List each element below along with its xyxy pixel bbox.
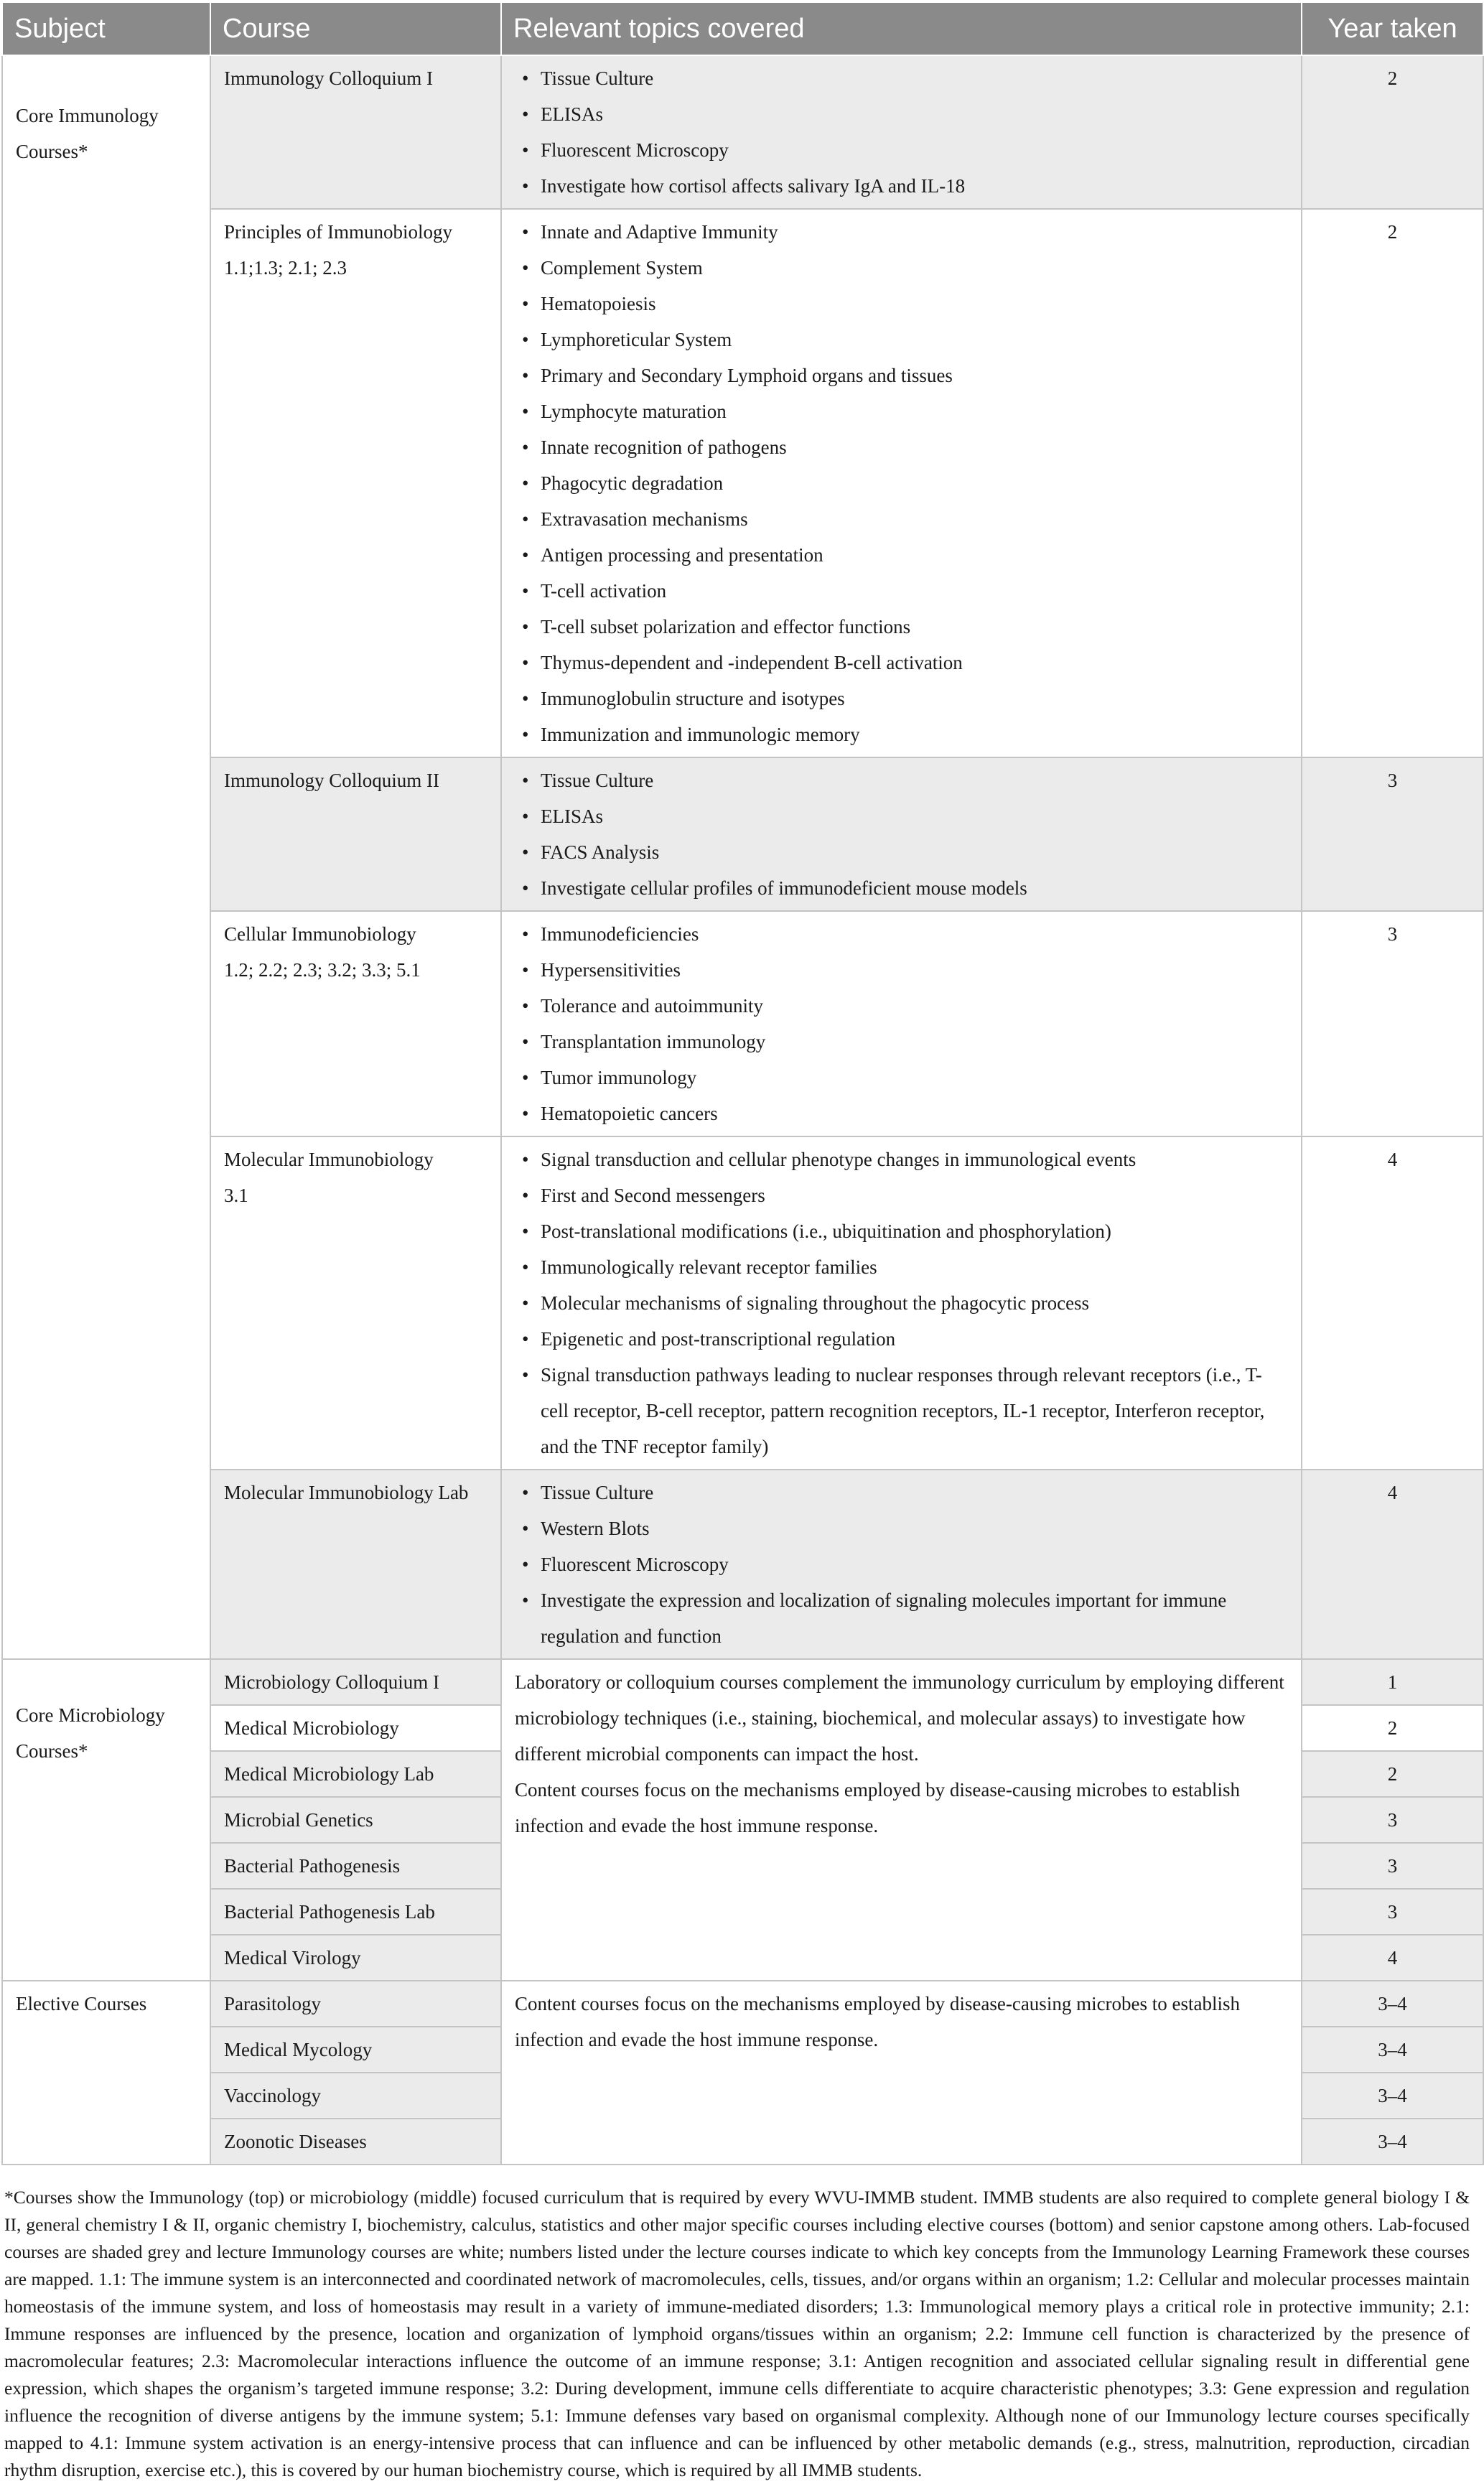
table-row <box>2 1659 1483 1705</box>
topic-item: • Tumor immunology <box>541 1060 1289 1096</box>
course-name: Principles of Immunobiology <box>224 221 452 243</box>
course-cell: Zoonotic Diseases <box>210 2119 501 2165</box>
subject-cell: Elective Courses <box>2 1981 210 2165</box>
course-name: Cellular Immunobiology <box>224 923 416 945</box>
topic-list <box>515 1141 1289 1465</box>
description-paragraph: Content courses focus on the mechanisms employed by disease-causing microbes to establish infection and evade the host immune response. <box>515 1779 1241 1836</box>
subject-cell: Core Microbiology Courses* <box>2 1659 210 1981</box>
year-cell: 3–4 <box>1302 2119 1483 2165</box>
course-name: Immunology Colloquium I <box>224 67 434 89</box>
description-cell <box>501 1659 1302 1981</box>
topic-item: • Antigen processing and presentation <box>541 537 1289 573</box>
topic-item: • Immunologically relevant receptor families <box>541 1249 1289 1285</box>
year-cell: 3 <box>1302 1797 1483 1843</box>
topics-cell <box>501 55 1302 209</box>
topics-cell <box>501 1136 1302 1470</box>
course-concepts: 3.1 <box>224 1185 248 1206</box>
table-row <box>2 209 1483 757</box>
header-year: Year taken <box>1302 2 1483 55</box>
topic-item: • Tissue Culture <box>541 60 1289 96</box>
header-topics: Relevant topics covered <box>501 2 1302 55</box>
topic-item: • Hematopoiesis <box>541 286 1289 322</box>
year-cell: 3–4 <box>1302 1981 1483 2027</box>
year-cell: 4 <box>1302 1935 1483 1981</box>
topic-item: • Phagocytic degradation <box>541 465 1289 501</box>
topic-list <box>515 60 1289 204</box>
topic-item: • Lymphoreticular System <box>541 322 1289 358</box>
course-concepts: 1.1;1.3; 2.1; 2.3 <box>224 257 347 279</box>
topic-item: • T-cell activation <box>541 573 1289 609</box>
header-course: Course <box>210 2 501 55</box>
topic-item: • Hypersensitivities <box>541 952 1289 988</box>
topic-item: • ELISAs <box>541 798 1289 834</box>
topics-cell <box>501 209 1302 757</box>
course-cell: Microbiology Colloquium I <box>210 1659 501 1705</box>
course-cell: Medical Virology <box>210 1935 501 1981</box>
topic-item: • Fluorescent Microscopy <box>541 132 1289 168</box>
table-header-row <box>2 2 1483 55</box>
topic-item: • Tissue Culture <box>541 762 1289 798</box>
course-cell: Parasitology <box>210 1981 501 2027</box>
topic-item: • ELISAs <box>541 96 1289 132</box>
course-cell: Medical Microbiology Lab <box>210 1751 501 1797</box>
course-cell: Vaccinology <box>210 2073 501 2119</box>
year-cell: 3 <box>1302 1889 1483 1935</box>
description-paragraph: Laboratory or colloquium courses complement the immunology curriculum by employing different microbiology techniques (i.e., staining, biochemical, and molecular assays) to investigate how different microbial components can impact the host. <box>515 1671 1284 1765</box>
course-cell: Bacterial Pathogenesis Lab <box>210 1889 501 1935</box>
course-cell: Microbial Genetics <box>210 1797 501 1843</box>
topics-cell <box>501 757 1302 911</box>
topic-item: • Signal transduction and cellular phenotype changes in immunological events <box>541 1141 1289 1177</box>
topic-item: • Post-translational modifications (i.e., ubiquitination and phosphorylation) <box>541 1213 1289 1249</box>
topic-item: • Hematopoietic cancers <box>541 1096 1289 1131</box>
year-cell: 1 <box>1302 1659 1483 1705</box>
year-cell: 2 <box>1302 1751 1483 1797</box>
topic-item: • Extravasation mechanisms <box>541 501 1289 537</box>
topic-list <box>515 214 1289 752</box>
topic-item: • Immunization and immunologic memory <box>541 716 1289 752</box>
topic-item: • Innate recognition of pathogens <box>541 429 1289 465</box>
course-cell <box>210 757 501 911</box>
topic-item: • Investigate the expression and localization of signaling molecules important for immune regulation and function <box>541 1582 1289 1654</box>
course-cell <box>210 911 501 1136</box>
year-cell: 3 <box>1302 1843 1483 1889</box>
topic-item: • Signal transduction pathways leading to nuclear responses through relevant receptors (i.e., T-cell receptor, B-cell receptor, pattern recognition receptors, IL-1 receptor, Interferon receptor, and the TNF receptor family) <box>541 1357 1289 1465</box>
topic-item: • Molecular mechanisms of signaling throughout the phagocytic process <box>541 1285 1289 1321</box>
topic-list <box>515 762 1289 906</box>
description-paragraph: Content courses focus on the mechanisms employed by disease-causing microbes to establish infection and evade the host immune response. <box>515 1993 1241 2050</box>
topic-item: • FACS Analysis <box>541 834 1289 870</box>
year-cell: 2 <box>1302 209 1483 757</box>
topic-item: • Transplantation immunology <box>541 1024 1289 1060</box>
table-row <box>2 911 1483 1136</box>
year-cell: 4 <box>1302 1136 1483 1470</box>
topics-cell <box>501 911 1302 1136</box>
year-cell: 3 <box>1302 911 1483 1136</box>
year-cell: 3 <box>1302 757 1483 911</box>
topic-item: • Primary and Secondary Lymphoid organs and tissues <box>541 358 1289 393</box>
table-row <box>2 1470 1483 1659</box>
topic-item: • Lymphocyte maturation <box>541 393 1289 429</box>
topic-item: • First and Second messengers <box>541 1177 1289 1213</box>
topic-item: • Investigate cellular profiles of immunodeficient mouse models <box>541 870 1289 906</box>
topic-item: • Tolerance and autoimmunity <box>541 988 1289 1024</box>
topic-item: • T-cell subset polarization and effector functions <box>541 609 1289 645</box>
table-row <box>2 1981 1483 2027</box>
header-subject: Subject <box>2 2 210 55</box>
table-footnote: *Courses show the Immunology (top) or microbiology (middle) focused curriculum that is required by every WVU-IMMB student. IMMB students are also required to complete general biology I & II, general chemistry I & II, organic chemistry I, biochemistry, calculus, statistics and other major specific courses including elective courses (bottom) and senior capstone among others. Lab-focused courses are shaded grey and lecture Immunology courses are white; numbers listed under the lecture courses indicate to which key concepts from the Immunology Learning Framework these courses are mapped. 1.1: The immune system is an interconnected and coordinated network of macromolecules, cells, tissues, and/or organs within an organism; 1.2: Cellular and molecular processes maintain homeostasis of the immune system, and loss of homeostasis may result in a variety of immune-mediated disorders; 1.3: Immunological memory plays a critical role in protective immunity; 2.1: Immune responses are influenced by the presence, location and organization of lymphoid organs/tissues within an organism; 2.2: Immune cell function is characterized by the presence of macromolecular features; 2.3: Macromolecular interactions influence the outcome of an immune response; 3.1: Antigen recognition and associated cellular signaling result in differential gene expression, which shapes the organism’s targeted immune response; 3.2: During development, immune cells differentiate to acquire characteristic phenotypes; 3.3: Gene expression and regulation influence the recognition of diverse antigens by the immune system; 5.1: Immune defenses vary based on organismal complexity. Although none of our Immunology lecture courses specifically mapped to 4.1: Immune system activation is an energy-intensive process that can influence and can be influenced by other metabolic demands (e.g., stress, malnutrition, reproduction, circadian rhythm disruption, exercise etc.), this is covered by our human biochemistry course, which is required by all IMMB students. <box>4 2187 1470 2480</box>
table-row <box>2 55 1483 209</box>
year-cell: 2 <box>1302 1705 1483 1751</box>
course-cell <box>210 1470 501 1659</box>
topics-cell <box>501 1470 1302 1659</box>
course-cell: Bacterial Pathogenesis <box>210 1843 501 1889</box>
year-cell: 2 <box>1302 55 1483 209</box>
table-row <box>2 1136 1483 1470</box>
topic-item: • Tissue Culture <box>541 1475 1289 1511</box>
topic-item: • Fluorescent Microscopy <box>541 1546 1289 1582</box>
topic-item: • Investigate how cortisol affects salivary IgA and IL-18 <box>541 168 1289 204</box>
topic-item: • Immunoglobulin structure and isotypes <box>541 681 1289 716</box>
year-cell: 4 <box>1302 1470 1483 1659</box>
course-name: Molecular Immunobiology <box>224 1149 434 1170</box>
subject-cell: Core Immunology Courses* <box>2 55 210 1659</box>
year-cell: 3–4 <box>1302 2027 1483 2073</box>
course-cell <box>210 1136 501 1470</box>
topic-list <box>515 916 1289 1131</box>
topic-item: • Epigenetic and post-transcriptional regulation <box>541 1321 1289 1357</box>
course-name: Immunology Colloquium II <box>224 770 439 791</box>
course-cell: Medical Microbiology <box>210 1705 501 1751</box>
course-cell <box>210 55 501 209</box>
topic-list <box>515 1475 1289 1654</box>
course-concepts: 1.2; 2.2; 2.3; 3.2; 3.3; 5.1 <box>224 959 421 981</box>
course-name: Molecular Immunobiology Lab <box>224 1482 469 1503</box>
course-cell: Medical Mycology <box>210 2027 501 2073</box>
description-cell <box>501 1981 1302 2165</box>
topic-item: • Complement System <box>541 250 1289 286</box>
table-row <box>2 757 1483 911</box>
curriculum-table <box>1 1 1484 2165</box>
topic-item: • Immunodeficiencies <box>541 916 1289 952</box>
topic-item: • Innate and Adaptive Immunity <box>541 214 1289 250</box>
topic-item: • Western Blots <box>541 1511 1289 1546</box>
topic-item: • Thymus-dependent and -independent B-cell activation <box>541 645 1289 681</box>
course-cell <box>210 209 501 757</box>
year-cell: 3–4 <box>1302 2073 1483 2119</box>
